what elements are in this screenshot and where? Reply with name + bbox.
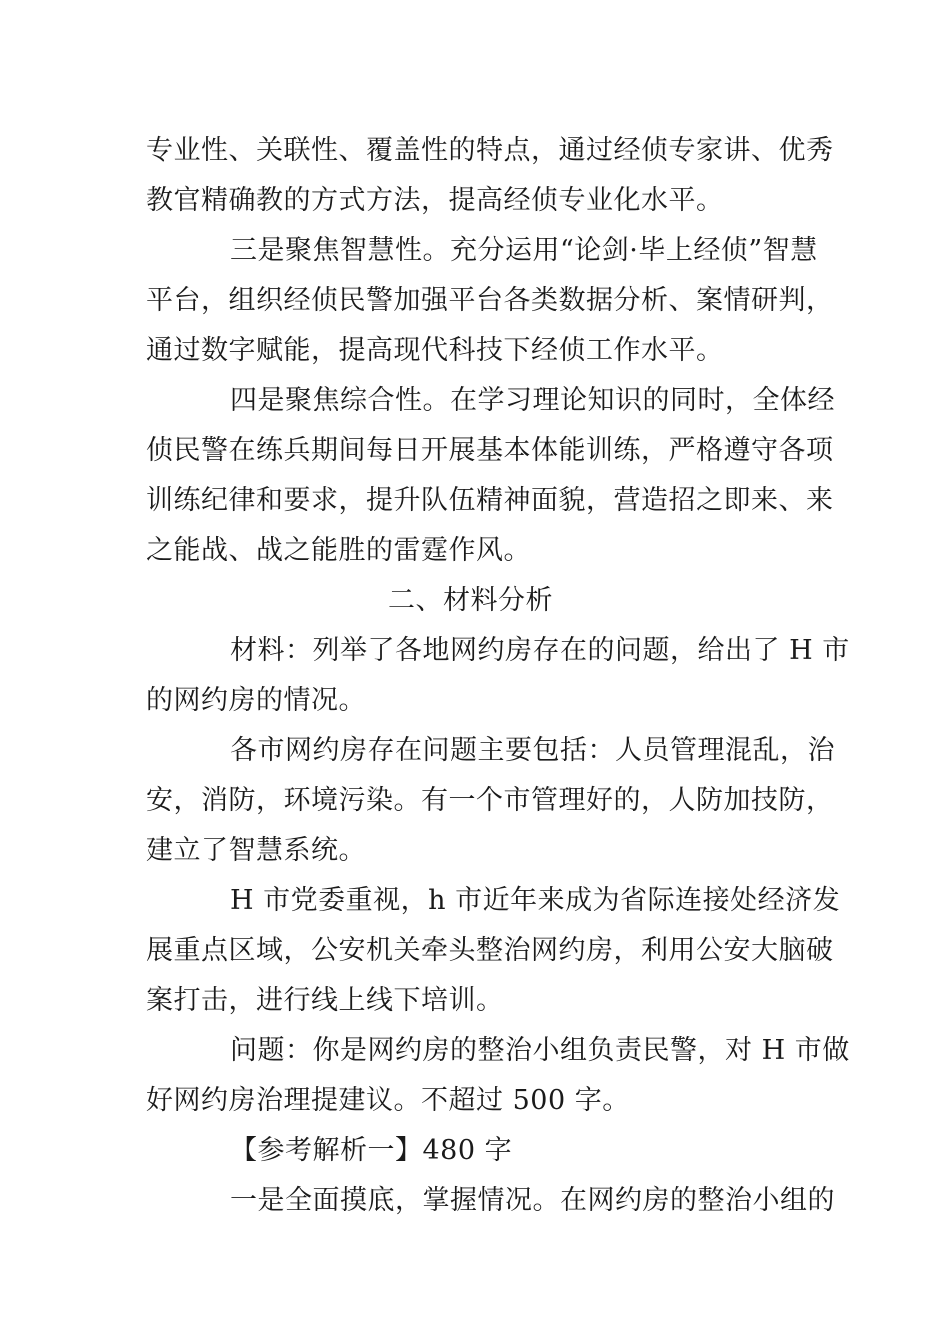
body-text-line: 专业性、关联性、覆盖性的特点，通过经侦专家讲、优秀 bbox=[146, 135, 834, 166]
body-text-line: 平台，组织经侦民警加强平台各类数据分析、案情研判， bbox=[146, 285, 834, 316]
body-text-line: 之能战、战之能胜的雷霆作风。 bbox=[146, 535, 531, 566]
body-text-line: 安，消防，环境污染。有一个市管理好的，人防加技防， bbox=[146, 785, 834, 816]
paragraph-first-line: 三是聚焦智慧性。充分运用“论剑·毕上经侦”智慧 bbox=[230, 235, 818, 266]
paragraph-first-line: 四是聚焦综合性。在学习理论知识的同时，全体经 bbox=[230, 385, 835, 416]
body-text-line: 好网约房治理提建议。不超过 500 字。 bbox=[146, 1085, 630, 1116]
body-text-line: 训练纪律和要求，提升队伍精神面貌，营造招之即来、来 bbox=[146, 485, 834, 516]
paragraph-first-line: 问题：你是网约房的整治小组负责民警，对 H 市做 bbox=[230, 1035, 850, 1066]
body-text-line: 案打击，进行线上线下培训。 bbox=[146, 985, 504, 1016]
body-text-line: 的网约房的情况。 bbox=[146, 685, 366, 716]
body-text-line: 侦民警在练兵期间每日开展基本体能训练，严格遵守各项 bbox=[146, 435, 834, 466]
section-heading: 二、材料分析 bbox=[388, 585, 553, 616]
body-text-line: 展重点区域，公安机关牵头整治网约房，利用公安大脑破 bbox=[146, 935, 834, 966]
paragraph-first-line: 各市网约房存在问题主要包括：人员管理混乱，治 bbox=[230, 735, 835, 766]
subheading-reference-analysis: 【参考解析一】480 字 bbox=[230, 1135, 513, 1166]
body-text-line: 通过数字赋能，提高现代科技下经侦工作水平。 bbox=[146, 335, 724, 366]
body-text-line: 教官精确教的方式方法，提高经侦专业化水平。 bbox=[146, 185, 724, 216]
body-text-line: 建立了智慧系统。 bbox=[146, 835, 366, 866]
paragraph-first-line: 一是全面摸底，掌握情况。在网约房的整治小组的 bbox=[230, 1185, 835, 1216]
paragraph-first-line: H 市党委重视，h 市近年来成为省际连接处经济发 bbox=[230, 885, 841, 916]
paragraph-first-line: 材料：列举了各地网约房存在的问题，给出了 H 市 bbox=[230, 635, 850, 666]
